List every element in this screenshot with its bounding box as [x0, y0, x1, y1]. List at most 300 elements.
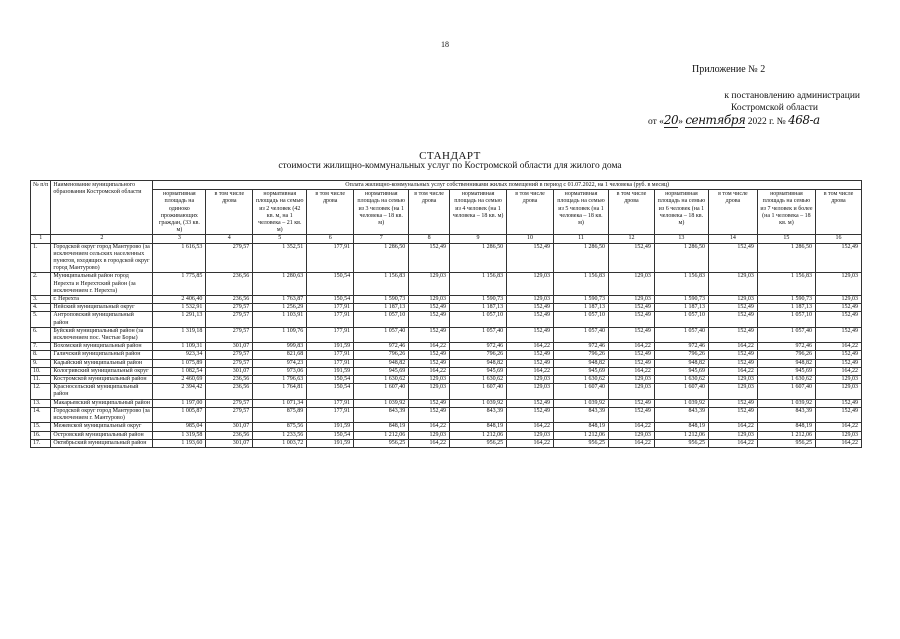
cost-cell: 948,82: [553, 359, 608, 367]
table-row: [31, 367, 862, 375]
cost-cell: 956,25: [354, 439, 409, 447]
cost-cell: 164,22: [708, 439, 757, 447]
cost-cell: 1 286,50: [354, 243, 409, 273]
cost-cell: 1 630,62: [654, 376, 708, 384]
cost-cell: 129,03: [815, 376, 861, 384]
cost-cell: 177,91: [307, 312, 354, 327]
cost-cell: 152,49: [609, 312, 655, 327]
cost-cell: 945,69: [354, 367, 409, 375]
cost-cell: 1 212,06: [654, 431, 708, 439]
cost-cell: 1 057,40: [757, 327, 815, 342]
cost-cell: 1 039,92: [757, 399, 815, 407]
cost-cell: 1 187,13: [450, 304, 507, 312]
cost-cell: 129,03: [708, 431, 757, 439]
cost-cell: 1 103,91: [253, 312, 307, 327]
header-group: Оплата жилищно-коммунальных услуг собственниками жилых помещений в период с 01.07.2022, на 1 человека (руб. в месяц): [153, 181, 862, 190]
column-number: 5: [253, 235, 307, 243]
cost-cell: 843,39: [450, 407, 507, 422]
cost-cell: 1 775,85: [153, 273, 206, 296]
cost-cell: 1 156,83: [354, 273, 409, 296]
cost-cell: 1 616,53: [153, 243, 206, 273]
cost-cell: 152,49: [815, 399, 861, 407]
cost-cell: 129,03: [815, 296, 861, 304]
cost-cell: 129,03: [815, 431, 861, 439]
cost-cell: 152,49: [507, 351, 554, 359]
cost-cell: 1 109,76: [253, 327, 307, 342]
cost-cell: 1 532,91: [153, 304, 206, 312]
cost-cell: 796,26: [553, 351, 608, 359]
cost-cell: 1 156,83: [450, 273, 507, 296]
column-number: 7: [354, 235, 409, 243]
cost-cell: 279,57: [206, 359, 253, 367]
cost-cell: 236,56: [206, 273, 253, 296]
header-col-9: нормативная площадь на семью из 4 человек (на 1 человека – 18 кв. м): [450, 190, 507, 235]
cost-cell: 796,26: [354, 351, 409, 359]
cost-cell: 152,49: [409, 327, 450, 342]
cost-cell: 177,91: [307, 351, 354, 359]
cost-cell: 177,91: [307, 407, 354, 422]
row-number: 13.: [31, 399, 51, 407]
table-row: [31, 439, 862, 447]
cost-cell: 2 406,40: [153, 296, 206, 304]
table-row: [31, 296, 862, 304]
municipality-name: Буйский муниципальный район (за исключением пос. Чистые Боры): [51, 327, 153, 342]
row-number: 2.: [31, 273, 51, 296]
cost-cell: 1 607,40: [757, 384, 815, 399]
cost-cell: 1 193,60: [153, 439, 206, 447]
cost-cell: 1 796,63: [253, 376, 307, 384]
cost-cell: 1 590,73: [757, 296, 815, 304]
cost-cell: 1 039,92: [553, 399, 608, 407]
document-title: СТАНДАРТ: [419, 150, 481, 162]
header-col-6: в том числе дрова: [307, 190, 354, 235]
cost-cell: 129,03: [708, 296, 757, 304]
cost-cell: 129,03: [507, 296, 554, 304]
cost-cell: 164,22: [609, 343, 655, 351]
cost-cell: 1 630,62: [354, 376, 409, 384]
cost-cell: 152,49: [815, 351, 861, 359]
cost-cell: 956,25: [450, 439, 507, 447]
header-col-8: в том числе дрова: [409, 190, 450, 235]
resolution-year: 2022 г. №: [747, 117, 786, 127]
cost-cell: 152,49: [609, 243, 655, 273]
cost-cell: 279,57: [206, 304, 253, 312]
cost-cell: 177,91: [307, 399, 354, 407]
cost-cell: 152,49: [609, 399, 655, 407]
cost-cell: 236,56: [206, 431, 253, 439]
table-row: [31, 384, 862, 399]
cost-cell: 1 319,58: [153, 431, 206, 439]
cost-cell: 1 590,73: [354, 296, 409, 304]
cost-cell: 1 003,72: [253, 439, 307, 447]
cost-cell: 1 187,13: [757, 304, 815, 312]
header-col-5: нормативная площадь на семью из 2 человек (42 кв. м, на 1 человека – 21 кв. м): [253, 190, 307, 235]
cost-cell: 1 039,92: [654, 399, 708, 407]
cost-cell: 2 394,42: [153, 384, 206, 399]
cost-cell: 972,46: [553, 343, 608, 351]
cost-cell: 1 156,83: [654, 273, 708, 296]
cost-cell: 236,56: [206, 384, 253, 399]
cost-cell: 150,54: [307, 273, 354, 296]
row-number: 3.: [31, 296, 51, 304]
cost-cell: 177,91: [307, 243, 354, 273]
cost-cell: 129,03: [409, 376, 450, 384]
cost-cell: 301,07: [206, 423, 253, 431]
cost-cell: 164,22: [708, 423, 757, 431]
column-numbers-row: [31, 235, 862, 243]
cost-cell: 152,49: [609, 304, 655, 312]
cost-cell: 152,49: [708, 351, 757, 359]
cost-cell: 1 082,54: [153, 367, 206, 375]
cost-cell: 973,06: [253, 367, 307, 375]
cost-cell: 152,49: [708, 359, 757, 367]
cost-cell: 796,26: [757, 351, 815, 359]
header-col-10: в том числе дрова: [507, 190, 554, 235]
cost-cell: 150,54: [307, 384, 354, 399]
header-name: Наименование муниципального образования Костромской области: [51, 181, 153, 235]
cost-cell: 152,49: [708, 399, 757, 407]
cost-cell: 1 071,34: [253, 399, 307, 407]
table-row: [31, 273, 862, 296]
cost-cell: 1 286,50: [654, 243, 708, 273]
column-number: 15: [757, 235, 815, 243]
cost-cell: 848,19: [354, 423, 409, 431]
cost-cell: 164,22: [507, 423, 554, 431]
cost-cell: 1 763,87: [253, 296, 307, 304]
cost-cell: 1 590,73: [553, 296, 608, 304]
header-no: № п/п: [31, 181, 51, 235]
cost-cell: 1 352,51: [253, 243, 307, 273]
cost-cell: 150,54: [307, 431, 354, 439]
table-row: [31, 243, 862, 273]
cost-cell: 152,49: [708, 243, 757, 273]
cost-cell: 129,03: [609, 376, 655, 384]
cost-cell: 129,03: [409, 384, 450, 399]
municipality-name: Костромской муниципальный район: [51, 376, 153, 384]
cost-cell: 152,49: [507, 243, 554, 273]
cost-cell: 843,39: [553, 407, 608, 422]
column-number: 16: [815, 235, 861, 243]
cost-cell: 1 197,00: [153, 399, 206, 407]
row-number: 5.: [31, 312, 51, 327]
cost-cell: 129,03: [815, 384, 861, 399]
cost-cell: 129,03: [609, 296, 655, 304]
resolution-line-2: Костромской области: [731, 103, 818, 113]
row-number: 10.: [31, 367, 51, 375]
cost-cell: 1 005,87: [153, 407, 206, 422]
cost-cell: 129,03: [409, 296, 450, 304]
cost-cell: 152,49: [507, 399, 554, 407]
cost-cell: 152,49: [507, 312, 554, 327]
cost-cell: 279,57: [206, 312, 253, 327]
cost-cell: 164,22: [815, 439, 861, 447]
cost-cell: 177,91: [307, 304, 354, 312]
row-number: 9.: [31, 359, 51, 367]
municipality-name: Кадыйский муниципальный район: [51, 359, 153, 367]
cost-cell: 1 630,62: [553, 376, 608, 384]
table-row: [31, 304, 862, 312]
cost-cell: 164,22: [409, 343, 450, 351]
cost-cell: 1 187,13: [354, 304, 409, 312]
resolution-quote: »: [678, 117, 683, 127]
resolution-line-1: к постановлению администрации: [724, 91, 860, 101]
cost-cell: 956,25: [553, 439, 608, 447]
cost-cell: 177,91: [307, 327, 354, 342]
column-number: 6: [307, 235, 354, 243]
cost-cell: 129,03: [815, 273, 861, 296]
cost-cell: 152,49: [409, 359, 450, 367]
municipality-name: Красносельский муниципальный район: [51, 384, 153, 399]
cost-cell: 164,22: [815, 423, 861, 431]
cost-cell: 1 607,40: [553, 384, 608, 399]
cost-cell: 152,49: [609, 351, 655, 359]
header-col-4: в том числе дрова: [206, 190, 253, 235]
municipality-name: Антроповский муниципальный район: [51, 312, 153, 327]
cost-cell: 129,03: [609, 273, 655, 296]
cost-cell: 164,22: [409, 439, 450, 447]
column-number: 3: [153, 235, 206, 243]
handwritten-day: 20: [663, 113, 679, 127]
cost-cell: 152,49: [507, 359, 554, 367]
cost-cell: 152,49: [507, 304, 554, 312]
cost-cell: 1 057,10: [553, 312, 608, 327]
cost-cell: 1 057,10: [354, 312, 409, 327]
cost-cell: 150,54: [307, 376, 354, 384]
cost-cell: 1 057,40: [450, 327, 507, 342]
cost-cell: 1 057,10: [654, 312, 708, 327]
cost-cell: 152,49: [507, 327, 554, 342]
cost-cell: 164,22: [409, 423, 450, 431]
municipality-name: Галичский муниципальный район: [51, 351, 153, 359]
cost-cell: 1 607,40: [354, 384, 409, 399]
cost-cell: 1 764,81: [253, 384, 307, 399]
handwritten-number: 468-а: [788, 113, 820, 127]
cost-cell: 164,22: [507, 343, 554, 351]
header-col-12: в том числе дрова: [609, 190, 655, 235]
cost-cell: 848,19: [654, 423, 708, 431]
cost-cell: 1 590,73: [450, 296, 507, 304]
column-number: 2: [51, 235, 153, 243]
column-number: 10: [507, 235, 554, 243]
appendix-label: Приложение № 2: [692, 64, 766, 75]
row-number: 16.: [31, 431, 51, 439]
cost-cell: 236,56: [206, 296, 253, 304]
cost-cell: 191,59: [307, 343, 354, 351]
cost-cell: 1 280,63: [253, 273, 307, 296]
cost-cell: 129,03: [609, 431, 655, 439]
column-number: 11: [553, 235, 608, 243]
cost-cell: 796,26: [450, 351, 507, 359]
cost-cell: 279,57: [206, 407, 253, 422]
cost-cell: 129,03: [507, 273, 554, 296]
table-row: [31, 359, 862, 367]
column-number: 12: [609, 235, 655, 243]
cost-cell: 164,22: [507, 367, 554, 375]
header-columns-row: [31, 190, 862, 235]
cost-cell: 1 057,10: [450, 312, 507, 327]
cost-cell: 1 212,06: [354, 431, 409, 439]
cost-cell: 948,82: [757, 359, 815, 367]
cost-cell: 1 286,50: [553, 243, 608, 273]
cost-cell: 843,39: [654, 407, 708, 422]
municipality-name: Нейский муниципальный округ: [51, 304, 153, 312]
cost-cell: 152,49: [409, 399, 450, 407]
column-number: 8: [409, 235, 450, 243]
cost-cell: 152,49: [609, 359, 655, 367]
cost-cell: 152,49: [409, 407, 450, 422]
cost-cell: 164,22: [609, 439, 655, 447]
municipality-name: Городской округ город Мантурово (за исключением г. Мантурово): [51, 407, 153, 422]
table-row: [31, 431, 862, 439]
cost-cell: 152,49: [708, 327, 757, 342]
cost-cell: 152,49: [815, 407, 861, 422]
cost-cell: 1 039,92: [450, 399, 507, 407]
cost-cell: 843,39: [354, 407, 409, 422]
cost-cell: 1 109,31: [153, 343, 206, 351]
cost-cell: 1 319,18: [153, 327, 206, 342]
header-col-15: нормативная площадь на семью из 7 человек и более (на 1 человека – 18 кв. м): [757, 190, 815, 235]
cost-cell: 972,46: [757, 343, 815, 351]
cost-cell: 129,03: [507, 376, 554, 384]
cost-cell: 1 187,13: [553, 304, 608, 312]
cost-cell: 923,34: [153, 351, 206, 359]
cost-cell: 1 607,40: [654, 384, 708, 399]
row-number: 7.: [31, 343, 51, 351]
cost-cell: 948,82: [450, 359, 507, 367]
table-row: [31, 312, 862, 327]
cost-cell: 1 630,62: [450, 376, 507, 384]
cost-cell: 945,69: [553, 367, 608, 375]
cost-cell: 956,25: [654, 439, 708, 447]
cost-cell: 152,49: [609, 327, 655, 342]
table-row: [31, 343, 862, 351]
cost-cell: 129,03: [708, 384, 757, 399]
cost-cell: 875,89: [253, 407, 307, 422]
cost-cell: 1 286,50: [450, 243, 507, 273]
cost-cell: 279,57: [206, 399, 253, 407]
row-number: 15.: [31, 423, 51, 431]
cost-cell: 848,19: [553, 423, 608, 431]
cost-cell: 848,19: [450, 423, 507, 431]
cost-cell: 1 212,06: [553, 431, 608, 439]
cost-cell: 1 057,40: [654, 327, 708, 342]
cost-cell: 948,82: [354, 359, 409, 367]
cost-cell: 1 256,29: [253, 304, 307, 312]
cost-cell: 1 075,89: [153, 359, 206, 367]
cost-cell: 1 291,13: [153, 312, 206, 327]
table-row: [31, 399, 862, 407]
cost-cell: 948,82: [654, 359, 708, 367]
cost-cell: 985,04: [153, 423, 206, 431]
cost-cell: 301,07: [206, 367, 253, 375]
cost-cell: 1 630,62: [757, 376, 815, 384]
municipality-name: Вохомский муниципальный район: [51, 343, 153, 351]
cost-cell: 2 460,69: [153, 376, 206, 384]
cost-cell: 1 156,83: [553, 273, 608, 296]
cost-cell: 972,46: [654, 343, 708, 351]
cost-cell: 843,39: [757, 407, 815, 422]
municipality-name: Островский муниципальный район: [51, 431, 153, 439]
cost-cell: 129,03: [507, 384, 554, 399]
cost-cell: 191,59: [307, 423, 354, 431]
municipality-name: Межевской муниципальный округ: [51, 423, 153, 431]
cost-cell: 279,57: [206, 327, 253, 342]
cost-cell: 279,57: [206, 243, 253, 273]
page-number: 18: [441, 40, 449, 49]
cost-cell: 1 590,73: [654, 296, 708, 304]
table-row: [31, 423, 862, 431]
cost-cell: 301,07: [206, 439, 253, 447]
row-number: 14.: [31, 407, 51, 422]
column-number: 1: [31, 235, 51, 243]
cost-cell: 152,49: [708, 304, 757, 312]
cost-cell: 152,49: [815, 304, 861, 312]
cost-cell: 152,49: [409, 243, 450, 273]
municipality-name: Макарьевский муниципальный район: [51, 399, 153, 407]
cost-cell: 164,22: [708, 367, 757, 375]
cost-cell: 956,25: [757, 439, 815, 447]
row-number: 8.: [31, 351, 51, 359]
cost-cell: 129,03: [507, 431, 554, 439]
cost-cell: 129,03: [609, 384, 655, 399]
row-number: 1.: [31, 243, 51, 273]
cost-cell: 1 057,10: [757, 312, 815, 327]
cost-cell: 150,54: [307, 296, 354, 304]
header-col-13: нормативная площадь на семью из 6 человек (на 1 человека – 18 кв. м): [654, 190, 708, 235]
cost-cell: 164,22: [609, 423, 655, 431]
cost-cell: 129,03: [708, 376, 757, 384]
cost-cell: 152,49: [815, 312, 861, 327]
cost-cell: 152,49: [409, 304, 450, 312]
cost-cell: 152,49: [708, 312, 757, 327]
cost-cell: 821,68: [253, 351, 307, 359]
handwritten-month: сентября: [685, 113, 746, 127]
cost-cell: 972,46: [450, 343, 507, 351]
row-number: 11.: [31, 376, 51, 384]
row-number: 12.: [31, 384, 51, 399]
column-number: 9: [450, 235, 507, 243]
municipality-name: Кологривский муниципальный округ: [51, 367, 153, 375]
cost-cell: 1 057,40: [354, 327, 409, 342]
cost-cell: 152,49: [409, 312, 450, 327]
cost-cell: 164,22: [409, 367, 450, 375]
table-row: [31, 407, 862, 422]
cost-cell: 1 607,40: [450, 384, 507, 399]
cost-cell: 301,07: [206, 343, 253, 351]
resolution-from: от «: [648, 117, 664, 127]
header-col-11: нормативная площадь на семью из 5 человек (на 1 человека – 18 кв. м): [553, 190, 608, 235]
row-number: 4.: [31, 304, 51, 312]
row-number: 6.: [31, 327, 51, 342]
cost-cell: 164,22: [815, 367, 861, 375]
row-number: 17.: [31, 439, 51, 447]
cost-cell: 152,49: [708, 407, 757, 422]
cost-cell: 999,83: [253, 343, 307, 351]
cost-cell: 164,22: [708, 343, 757, 351]
cost-cell: 1 233,56: [253, 431, 307, 439]
cost-cell: 177,91: [307, 359, 354, 367]
cost-cell: 129,03: [409, 273, 450, 296]
cost-cell: 796,26: [654, 351, 708, 359]
header-col-3: нормативная площадь на одиноко проживающих граждан, (33 кв. м): [153, 190, 206, 235]
cost-cell: 129,03: [409, 431, 450, 439]
cost-cell: 875,56: [253, 423, 307, 431]
municipality-name: Городской округ город Мантурово (за исключением сельских населенных пунктов, входящих в городской округ город Мантурово): [51, 243, 153, 273]
table-row: [31, 351, 862, 359]
cost-cell: 164,22: [609, 367, 655, 375]
municipality-name: г. Нерехта: [51, 296, 153, 304]
table-row: [31, 376, 862, 384]
